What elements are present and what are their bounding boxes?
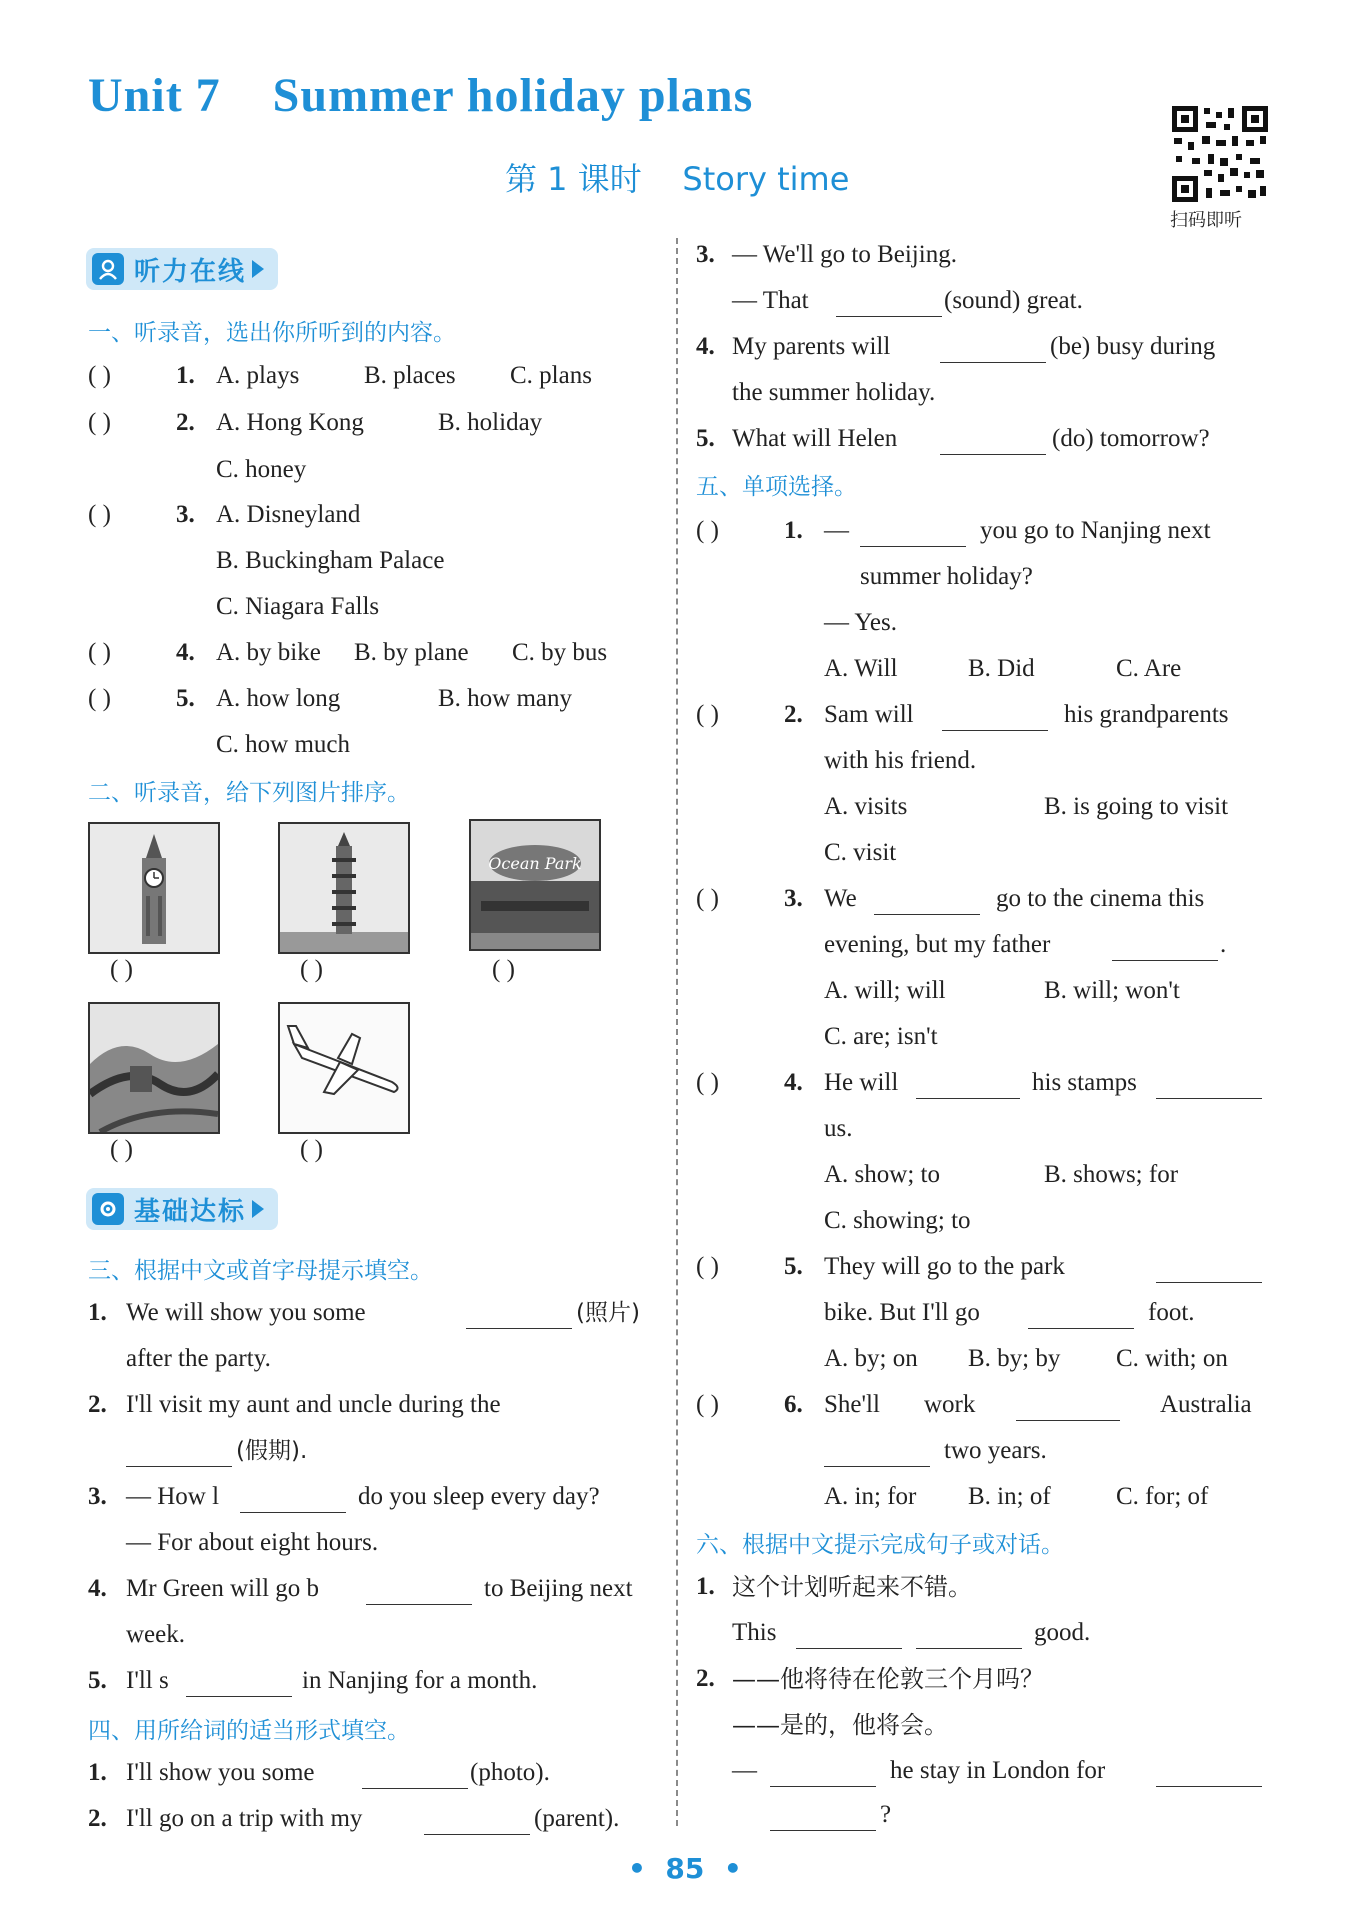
s4-q3-text-2: — That <box>732 287 809 314</box>
s5-q4-blank-1[interactable] <box>916 1076 1020 1099</box>
s6-q1-blank-2[interactable] <box>916 1626 1022 1649</box>
s3-q3-blank[interactable] <box>240 1490 346 1513</box>
s6-q2-dash: — <box>732 1757 757 1784</box>
svg-text:Ocean Park: Ocean Park <box>488 854 582 873</box>
s6-q2-blank-2[interactable] <box>1156 1764 1262 1787</box>
s5-q5-continue-2: foot. <box>1148 1299 1195 1326</box>
s6-q2-chinese-2: ——是的，他将会。 <box>732 1711 948 1739</box>
q3-option-a: A. Disneyland <box>216 501 361 528</box>
answer-paren[interactable]: ( ) <box>88 639 111 666</box>
page-number: • 85 • <box>628 1852 742 1885</box>
s5-q2-text: Sam will <box>824 701 914 728</box>
s5-q2-option-a: A. visits <box>824 793 908 820</box>
s4-q4-hint: (be) busy during <box>1050 333 1216 360</box>
s3-q5-text: I'll s <box>126 1667 169 1694</box>
s5-q5-option-a: A. by; on <box>824 1345 918 1372</box>
s4-q1-text: I'll show you some <box>126 1759 315 1786</box>
s5-q1-number: 1. <box>784 517 803 544</box>
s5-q2-continue: his grandparents <box>1064 701 1229 728</box>
q4-option-a: A. by bike <box>216 639 321 666</box>
s4-q2-text: I'll go on a trip with my <box>126 1805 363 1832</box>
s3-q5-continue: in Nanjing for a month. <box>302 1667 538 1694</box>
basics-badge-label: 基础达标 <box>134 1196 247 1227</box>
s3-q5-blank[interactable] <box>186 1674 292 1697</box>
s5-q2-blank[interactable] <box>942 708 1048 731</box>
picture-2-answer-paren[interactable]: ( ) <box>300 956 323 983</box>
s4-q1-blank[interactable] <box>362 1766 468 1789</box>
s3-q3-answer: — For about eight hours. <box>126 1529 379 1556</box>
s3-q1-blank[interactable] <box>466 1306 572 1329</box>
s5-q5-blank-2[interactable] <box>1028 1306 1134 1329</box>
s3-q1-text: We will show you some <box>126 1299 366 1326</box>
q4-number: 4. <box>176 639 195 666</box>
s3-q2-blank[interactable] <box>126 1444 232 1467</box>
s4-q1-hint: (photo). <box>470 1759 550 1786</box>
s4-q4-text: My parents will <box>732 333 891 360</box>
picture-5-answer-paren[interactable]: ( ) <box>300 1136 323 1163</box>
s3-q2-hint: (假期). <box>236 1438 308 1464</box>
q1-number: 1. <box>176 362 195 389</box>
section-1-title: 一、听录音，选出你所听到的内容。 <box>88 320 456 346</box>
answer-paren[interactable]: ( ) <box>88 685 111 712</box>
s5-q3-option-c: C. are; isn't <box>824 1023 938 1050</box>
column-divider <box>676 238 678 1826</box>
s4-q3-hint: (sound) great. <box>944 287 1083 314</box>
section-6-title: 六、根据中文提示完成句子或对话。 <box>696 1532 1064 1558</box>
q2-option-c: C. honey <box>216 456 307 483</box>
qr-code-icon[interactable] <box>1172 106 1268 202</box>
ocean-park-image <box>469 819 601 951</box>
s4-q2-blank[interactable] <box>424 1812 530 1835</box>
s3-q5-number: 5. <box>88 1667 107 1694</box>
s5-q6-text-2: work <box>924 1391 976 1418</box>
badge-arrow-icon <box>252 1200 264 1218</box>
s6-q2-blank-1[interactable] <box>770 1764 876 1787</box>
q5-number: 5. <box>176 685 195 712</box>
s6-q1-continue: good. <box>1034 1619 1091 1646</box>
q3-option-c: C. Niagara Falls <box>216 593 380 620</box>
answer-paren[interactable]: ( ) <box>696 1391 719 1418</box>
s5-q1-blank[interactable] <box>860 524 966 547</box>
s5-q3-period: . <box>1220 931 1227 958</box>
pagoda-image <box>278 822 410 954</box>
unit-title: Unit 7 Summer holiday plans <box>88 69 754 122</box>
q4-option-b: B. by plane <box>354 639 469 666</box>
s5-q1-continue-2: summer holiday? <box>860 563 1033 590</box>
s5-q6-blank-1[interactable] <box>1016 1398 1120 1421</box>
q5-option-b: B. how many <box>438 685 573 712</box>
s6-q2-blank-3[interactable] <box>770 1808 876 1831</box>
s4-q4-continue: the summer holiday. <box>732 379 936 406</box>
s5-q4-number: 4. <box>784 1069 803 1096</box>
s4-q3-number: 3. <box>696 241 715 268</box>
s6-q2-text: he stay in London for <box>890 1757 1106 1784</box>
answer-paren[interactable]: ( ) <box>88 362 111 389</box>
s5-q3-blank-2[interactable] <box>1112 938 1218 961</box>
s5-q5-continue: bike. But I'll go <box>824 1299 980 1326</box>
s5-q6-continue: two years. <box>944 1437 1047 1464</box>
section-4-title: 四、用所给词的适当形式填空。 <box>88 1718 410 1744</box>
badge-arrow-icon <box>252 260 264 278</box>
s3-q4-continue-2: week. <box>126 1621 185 1648</box>
s5-q3-number: 3. <box>784 885 803 912</box>
s5-q1-option-a: A. Will <box>824 655 898 682</box>
s6-q2-chinese-1: ——他将待在伦敦三个月吗？ <box>732 1665 1044 1693</box>
lesson-title: 第 1 课时 Story time <box>505 160 850 198</box>
s5-q4-continue-2: us. <box>824 1115 853 1142</box>
s5-q6-number: 6. <box>784 1391 803 1418</box>
s5-q3-continue: go to the cinema this <box>996 885 1205 912</box>
s4-q5-text: What will Helen <box>732 425 898 452</box>
q3-option-b: B. Buckingham Palace <box>216 547 445 574</box>
s3-q4-continue: to Beijing next <box>484 1575 633 1602</box>
s3-q4-blank[interactable] <box>366 1582 472 1605</box>
s5-q1-option-c: C. Are <box>1116 655 1182 682</box>
s3-q3-continue: do you sleep every day? <box>358 1483 600 1510</box>
s5-q6-text-3: Australia <box>1160 1391 1252 1418</box>
picture-3-answer-paren[interactable]: ( ) <box>492 956 515 983</box>
q2-option-a: A. Hong Kong <box>216 409 364 436</box>
big-ben-image <box>88 822 220 954</box>
s3-q1-hint: (照片) <box>576 1300 640 1326</box>
answer-paren[interactable]: ( ) <box>696 517 719 544</box>
s5-q5-text: They will go to the park <box>824 1253 1065 1280</box>
picture-1-answer-paren[interactable]: ( ) <box>110 956 133 983</box>
s4-q5-blank[interactable] <box>940 432 1046 455</box>
airplane-image <box>278 1002 410 1134</box>
q2-number: 2. <box>176 409 195 436</box>
s5-q3-option-a: A. will; will <box>824 977 946 1004</box>
q4-option-c: C. by bus <box>512 639 608 666</box>
s5-q2-continue-2: with his friend. <box>824 747 977 774</box>
s5-q6-option-b: B. in; of <box>968 1483 1051 1510</box>
s5-q6-blank-2[interactable] <box>824 1444 930 1467</box>
answer-paren[interactable]: ( ) <box>696 1069 719 1096</box>
s3-q3-number: 3. <box>88 1483 107 1510</box>
q1-option-a: A. plays <box>216 362 300 389</box>
answer-paren[interactable]: ( ) <box>696 701 719 728</box>
s5-q4-option-b: B. shows; for <box>1044 1161 1179 1188</box>
answer-paren[interactable]: ( ) <box>88 501 111 528</box>
q1-option-c: C. plans <box>510 362 592 389</box>
s3-q1-continue: after the party. <box>126 1345 271 1372</box>
s6-q1-text: This <box>732 1619 777 1646</box>
answer-paren[interactable]: ( ) <box>88 409 111 436</box>
s5-q2-option-b: B. is going to visit <box>1044 793 1229 820</box>
answer-paren[interactable]: ( ) <box>696 1253 719 1280</box>
s5-q4-option-a: A. show; to <box>824 1161 940 1188</box>
s3-q2-number: 2. <box>88 1391 107 1418</box>
s4-q4-number: 4. <box>696 333 715 360</box>
s5-q1-option-b: B. Did <box>968 655 1035 682</box>
listening-badge-label: 听力在线 <box>134 256 247 287</box>
s5-q6-option-c: C. for; of <box>1116 1483 1209 1510</box>
s5-q4-text: He will <box>824 1069 899 1096</box>
s5-q4-continue: his stamps <box>1032 1069 1137 1096</box>
s5-q1-reply: — Yes. <box>824 609 897 636</box>
s4-q4-blank[interactable] <box>940 340 1046 363</box>
s5-q3-blank-1[interactable] <box>874 892 980 915</box>
s5-q2-option-c: C. visit <box>824 839 897 866</box>
s6-q1-number: 1. <box>696 1573 715 1600</box>
section-2-title: 二、听录音，给下列图片排序。 <box>88 780 410 806</box>
s5-q6-option-a: A. in; for <box>824 1483 917 1510</box>
qr-label: 扫码即听 <box>1170 210 1242 231</box>
s6-q2-number: 2. <box>696 1665 715 1692</box>
s4-q2-hint: (parent). <box>534 1805 620 1832</box>
s5-q5-option-b: B. by; by <box>968 1345 1061 1372</box>
s3-q4-number: 4. <box>88 1575 107 1602</box>
s5-q5-number: 5. <box>784 1253 803 1280</box>
listening-badge <box>86 248 278 290</box>
basics-badge <box>86 1188 278 1230</box>
s3-q2-text: I'll visit my aunt and uncle during the <box>126 1391 501 1418</box>
s3-q4-text: Mr Green will go b <box>126 1575 320 1602</box>
q1-option-b: B. places <box>364 362 456 389</box>
s6-q1-chinese: 这个计划听起来不错。 <box>732 1573 972 1601</box>
section-3-title: 三、根据中文或首字母提示填空。 <box>88 1258 433 1284</box>
s4-q3-text: — We'll go to Beijing. <box>732 241 957 268</box>
q2-option-b: B. holiday <box>438 409 543 436</box>
q5-option-a: A. how long <box>216 685 341 712</box>
picture-4-answer-paren[interactable]: ( ) <box>110 1136 133 1163</box>
s3-q3-text: — How l <box>126 1483 220 1510</box>
s5-q1-continue: you go to Nanjing next <box>980 517 1211 544</box>
q5-option-c: C. how much <box>216 731 351 758</box>
s5-q3-option-b: B. will; won't <box>1044 977 1180 1004</box>
s6-q1-blank-1[interactable] <box>796 1626 902 1649</box>
s5-q3-continue-2: evening, but my father <box>824 931 1051 958</box>
s4-q5-number: 5. <box>696 425 715 452</box>
q3-number: 3. <box>176 501 195 528</box>
s5-q4-blank-2[interactable] <box>1156 1076 1262 1099</box>
s5-q3-text: We <box>824 885 857 912</box>
s5-q1-text: — <box>824 517 849 544</box>
answer-paren[interactable]: ( ) <box>696 885 719 912</box>
section-5-title: 五、单项选择。 <box>696 474 857 500</box>
great-wall-image <box>88 1002 220 1134</box>
gear-icon <box>92 1193 124 1225</box>
s5-q6-text: She'll <box>824 1391 880 1418</box>
s3-q1-number: 1. <box>88 1299 107 1326</box>
s5-q5-blank-1[interactable] <box>1156 1260 1262 1283</box>
s4-q1-number: 1. <box>88 1759 107 1786</box>
s5-q5-option-c: C. with; on <box>1116 1345 1228 1372</box>
s6-q2-question-mark: ? <box>880 1801 892 1828</box>
s4-q2-number: 2. <box>88 1805 107 1832</box>
s4-q5-hint: (do) tomorrow? <box>1052 425 1210 452</box>
s4-q3-blank[interactable] <box>836 294 942 317</box>
headphones-icon <box>92 253 124 285</box>
s5-q2-number: 2. <box>784 701 803 728</box>
s5-q4-option-c: C. showing; to <box>824 1207 971 1234</box>
